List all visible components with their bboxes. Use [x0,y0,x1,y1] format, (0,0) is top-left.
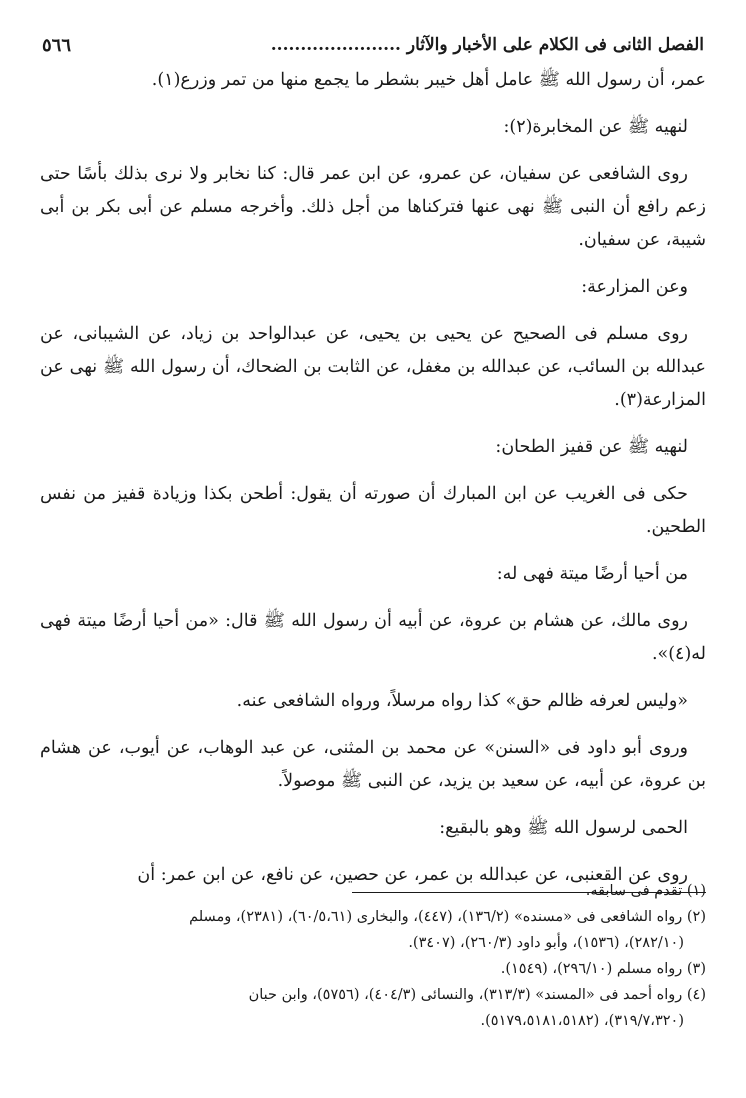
section-heading: من أحيا أرضًا ميتة فهى له: [496,564,688,584]
footnote: (٣) رواه مسلم (٢٩٦/١٠)، (١٥٤٩). [500,961,706,977]
footnote-continuation: (٢٨٢/١٠)، (١٥٣٦)، وأبو داود (٢٦٠/٣)، (٣٤٠٧). [408,935,684,951]
footnote-continuation: (٣١٩/٧،٣٢٠)، (٥١٧٩،٥١٨١،٥١٨٢). [480,1013,684,1029]
paragraph: روى مالك، عن هشام بن عروة، عن أبيه أن رسول الله ﷺ قال: «من أحيا أرضًا ميتة فهى له(٤)». [40,611,706,664]
page-number: ٥٦٦ [42,34,72,56]
paragraph: روى مسلم فى الصحيح عن يحيى بن يحيى، عن عبدالواحد بن زياد، عن الشيبانى، عن عبدالله بن السائب، عن عبدالله بن مغفل، عن الثابت بن الضحاك، أن رسول الله ﷺ نهى عن المزارعة(٣). [40,324,706,410]
footnotes [40,878,706,1034]
paragraph: «وليس لعرفه ظالم حق» كذا رواه مرسلاً، ورواه الشافعى عنه. [236,691,688,711]
section-heading: لنهيه ﷺ عن قفيز الطحان: [495,437,688,457]
section-heading: لنهيه ﷺ عن المخابرة(٢): [503,117,688,137]
paragraph: روى عن القعنبى، عن عبدالله بن عمر، عن حصين، عن نافع، عن ابن عمر: أن [137,865,688,885]
section-heading: الحمى لرسول الله ﷺ وهو بالبقيع: [439,818,688,838]
paragraph: حكى فى الغريب عن ابن المبارك أن صورته أن يقول: أطحن بكذا وزيادة قفيز من نفس الطحين. [40,484,706,537]
main-text [40,64,706,893]
footnote: (١) تقدم فى سابقه. [585,883,706,899]
paragraph-continuation: عمر، أن رسول الله ﷺ عامل أهل خيبر بشطر ما يجمع منها من تمر وزرع(١). [151,70,706,90]
footnote: (٢) رواه الشافعى فى «مسنده» (١٣٦/٢)، (٤٤٧)، والبخارى (٦٠/٥،٦١)، (٢٣٨١)، ومسلم [189,909,706,925]
paragraph: روى الشافعى عن سفيان، عن عمرو، عن ابن عمر قال: كنا نخابر ولا نرى بذلك بأسًا حتى زعم رافع أن النبى ﷺ نهى عنها فتركناها من أجل ذلك. وأخرجه مسلم عن أبى بكر بن أبى شيبة، عن سفيان. [40,164,706,250]
section-heading: وعن المزارعة: [581,277,688,297]
header-title: الفصل الثانى فى الكلام على الأخبار والآثار ...................... [270,35,704,55]
paragraph: وروى أبو داود فى «السنن» عن محمد بن المثنى، عن عبد الوهاب، عن أيوب، عن هشام بن عروة، عن أبيه، عن سعيد بن يزيد، عن النبى ﷺ موصولاً. [40,738,706,791]
footnote: (٤) رواه أحمد فى «المسند» (٣١٣/٣)، والنسائى (٤٠٤/٣)، (٥٧٥٦)، وابن حبان [248,987,706,1003]
running-header [42,30,704,60]
